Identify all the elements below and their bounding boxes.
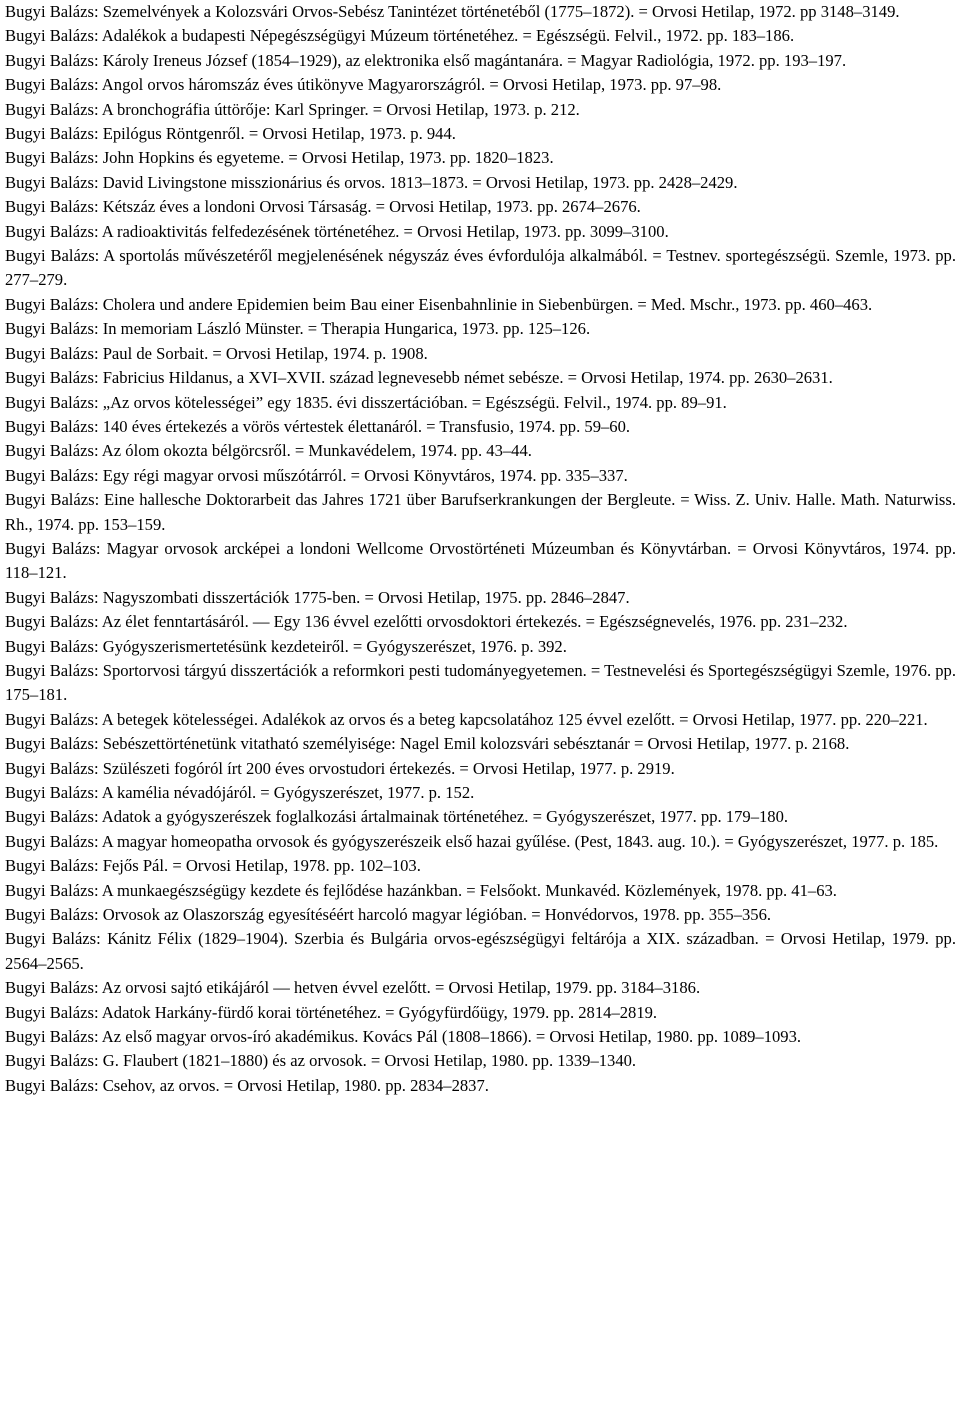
bibliography-entry: Bugyi Balázs: Magyar orvosok arcképei a londoni Wellcome Orvostörténeti Múzeumban és Könyvtárban. = Orvosi Könyvtáros, 1974. pp. 118–121. <box>5 538 956 583</box>
bibliography-entry: Bugyi Balázs: Cholera und andere Epidemien beim Bau einer Eisenbahnlinie in Siebenbürgen. = Med. Mschr., 1973. pp. 460–463. <box>5 294 873 314</box>
bibliography-entry: Bugyi Balázs: G. Flaubert (1821–1880) és az orvosok. = Orvosi Hetilap, 1980. pp. 1339–1340. <box>5 1051 637 1071</box>
bibliography-entry: Bugyi Balázs: Adatok a gyógyszerészek foglalkozási ártalmainak történetéhez. = Gyógyszerészet, 1977. pp. 179–180. <box>5 807 789 827</box>
bibliography-entry: Bugyi Balázs: A kamélia névadójáról. = Gyógyszerészet, 1977. p. 152. <box>5 783 475 802</box>
bibliography-entry: Bugyi Balázs: A bronchográfia úttörője: Karl Springer. = Orvosi Hetilap, 1973. p. 212. <box>5 99 580 119</box>
bibliography-entry: Bugyi Balázs: Orvosok az Olaszország egyesítéséért harcoló magyar légióban. = Honvédorvos, 1978. pp. 355–356. <box>5 905 772 925</box>
bibliography-entry: Bugyi Balázs: A magyar homeopatha orvosok és gyógyszerészeik első hazai gyűlése. (Pest, 1843. aug. 10.). = Gyógyszerészet, 1977. p. 185. <box>5 831 939 851</box>
bibliography-entry: Bugyi Balázs: Kánitz Félix (1829–1904). Szerbia és Bulgária orvos-egészségügyi feltárója a XIX. században. = Orvosi Hetilap, 1979. pp. 2564–2565. <box>5 929 956 973</box>
bibliography-entry: Bugyi Balázs: John Hopkins és egyeteme. = Orvosi Hetilap, 1973. pp. 1820–1823. <box>5 148 554 168</box>
bibliography-entry: Bugyi Balázs: Az orvosi sajtó etikájáról — hetven évvel ezelőtt. = Orvosi Hetilap, 1979. pp. 3184–3186. <box>5 978 701 998</box>
bibliography-entry: Bugyi Balázs: Fabricius Hildanus, a XVI–XVII. század legnevesebb német sebésze. = Orvosi Hetilap, 1974. pp. 2630–2631. <box>5 368 833 388</box>
bibliography-entry: Bugyi Balázs: David Livingstone misszionárius és orvos. 1813–1873. = Orvosi Hetilap, 1973. pp. 2428–2429. <box>5 172 738 192</box>
bibliography-entry: Bugyi Balázs: Nagyszombati disszertációk 1775-ben. = Orvosi Hetilap, 1975. pp. 2846–2847. <box>5 587 630 607</box>
bibliography-list <box>5 0 956 1098</box>
bibliography-entry: Bugyi Balázs: Szülészeti fogóról írt 200 éves orvostudori értekezés. = Orvosi Hetilap, 1977. p. 2919. <box>5 758 675 778</box>
bibliography-entry: Bugyi Balázs: „Az orvos kötelességei” egy 1835. évi disszertációban. = Egészségü. Felvil., 1974. pp. 89–91. <box>5 392 727 412</box>
bibliography-entry: Bugyi Balázs: Fejős Pál. = Orvosi Hetilap, 1978. pp. 102–103. <box>5 856 421 876</box>
bibliography-entry: Bugyi Balázs: In memoriam László Münster. = Therapia Hungarica, 1973. pp. 125–126. <box>5 319 591 339</box>
bibliography-entry: Bugyi Balázs: A sportolás művészetéről megjelenésének négyszáz éves évfordulója alkalmából. = Testnev. sportegészségü. Szemle, 1973. pp. 277–279. <box>5 246 956 290</box>
bibliography-entry: Bugyi Balázs: Sportorvosi tárgyú disszertációk a reformkori pesti tudományegyetemen. = Testnevelési és Sportegészségügyi Szemle, 1976. pp. 175–181. <box>5 660 956 705</box>
bibliography-entry: Bugyi Balázs: Károly Ireneus József (1854–1929), az elektronika első magántanára. = Magyar Radiológia, 1972. pp. 193–197. <box>5 50 847 70</box>
bibliography-entry: Bugyi Balázs: Paul de Sorbait. = Orvosi Hetilap, 1974. p. 1908. <box>5 343 428 363</box>
bibliography-entry: Bugyi Balázs: Adatok Harkány-fürdő korai történetéhez. = Gyógyfürdőügy, 1979. pp. 2814–2819. <box>5 1002 658 1022</box>
bibliography-entry: Bugyi Balázs: Gyógyszerismertetésünk kezdeteiről. = Gyógyszerészet, 1976. p. 392. <box>5 636 567 656</box>
bibliography-entry: Bugyi Balázs: Sebészettörténetünk vitatható személyisége: Nagel Emil kolozsvári sebésztanár = Orvosi Hetilap, 1977. p. 2168. <box>5 734 850 754</box>
bibliography-entry: Bugyi Balázs: Az első magyar orvos-író akadémikus. Kovács Pál (1808–1866). = Orvosi Hetilap, 1980. pp. 1089–1093. <box>5 1027 802 1047</box>
bibliography-entry: Bugyi Balázs: Epilógus Röntgenről. = Orvosi Hetilap, 1973. p. 944. <box>5 124 456 144</box>
bibliography-entry: Bugyi Balázs: Adalékok a budapesti Népegészségügyi Múzeum történetéhez. = Egészségü. Felvil., 1972. pp. 183–186. <box>5 26 795 46</box>
bibliography-entry: Bugyi Balázs: 140 éves értekezés a vörös vértestek élettanáról. = Transfusio, 1974. pp. 59–60. <box>5 416 631 436</box>
bibliography-entry: Bugyi Balázs: A munkaegészségügy kezdete és fejlődése hazánkban. = Felsőokt. Munkavéd. Közlemények, 1978. pp. 41–63. <box>5 880 837 900</box>
bibliography-entry: Bugyi Balázs: Az élet fenntartásáról. — Egy 136 évvel ezelőtti orvosdoktori értekezés. = Egészségnevelés, 1976. pp. 231–232. <box>5 612 848 632</box>
bibliography-entry: Bugyi Balázs: Kétszáz éves a londoni Orvosi Társaság. = Orvosi Hetilap, 1973. pp. 2674–2676. <box>5 197 641 217</box>
bibliography-entry: Bugyi Balázs: Az ólom okozta bélgörcsről. = Munkavédelem, 1974. pp. 43–44. <box>5 441 532 461</box>
bibliography-entry: Bugyi Balázs: Angol orvos háromszáz éves útikönyve Magyarországról. = Orvosi Hetilap, 1973. pp. 97–98. <box>5 75 722 95</box>
bibliography-entry: Bugyi Balázs: Szemelvények a Kolozsvári Orvos-Sebész Tanintézet történetéből (1775–1872). = Orvosi Hetilap, 1972. pp 3148–3149. <box>5 2 900 21</box>
bibliography-entry: Bugyi Balázs: Csehov, az orvos. = Orvosi Hetilap, 1980. pp. 2834–2837. <box>5 1075 489 1095</box>
bibliography-entry: Bugyi Balázs: A betegek kötelességei. Adalékok az orvos és a beteg kapcsolatához 125 évvel ezelőtt. = Orvosi Hetilap, 1977. pp. 220–221. <box>5 709 928 729</box>
bibliography-entry: Bugyi Balázs: Eine hallesche Doktorarbeit das Jahres 1721 über Barufserkrankungen der Bergleute. = Wiss. Z. Univ. Halle. Math. Naturwiss. Rh., 1974. pp. 153–159. <box>5 490 956 534</box>
bibliography-entry: Bugyi Balázs: A radioaktivitás felfedezésének történetéhez. = Orvosi Hetilap, 1973. pp. 3099–3100. <box>5 221 669 241</box>
bibliography-entry: Bugyi Balázs: Egy régi magyar orvosi műszótárról. = Orvosi Könyvtáros, 1974. pp. 335–337. <box>5 465 628 485</box>
